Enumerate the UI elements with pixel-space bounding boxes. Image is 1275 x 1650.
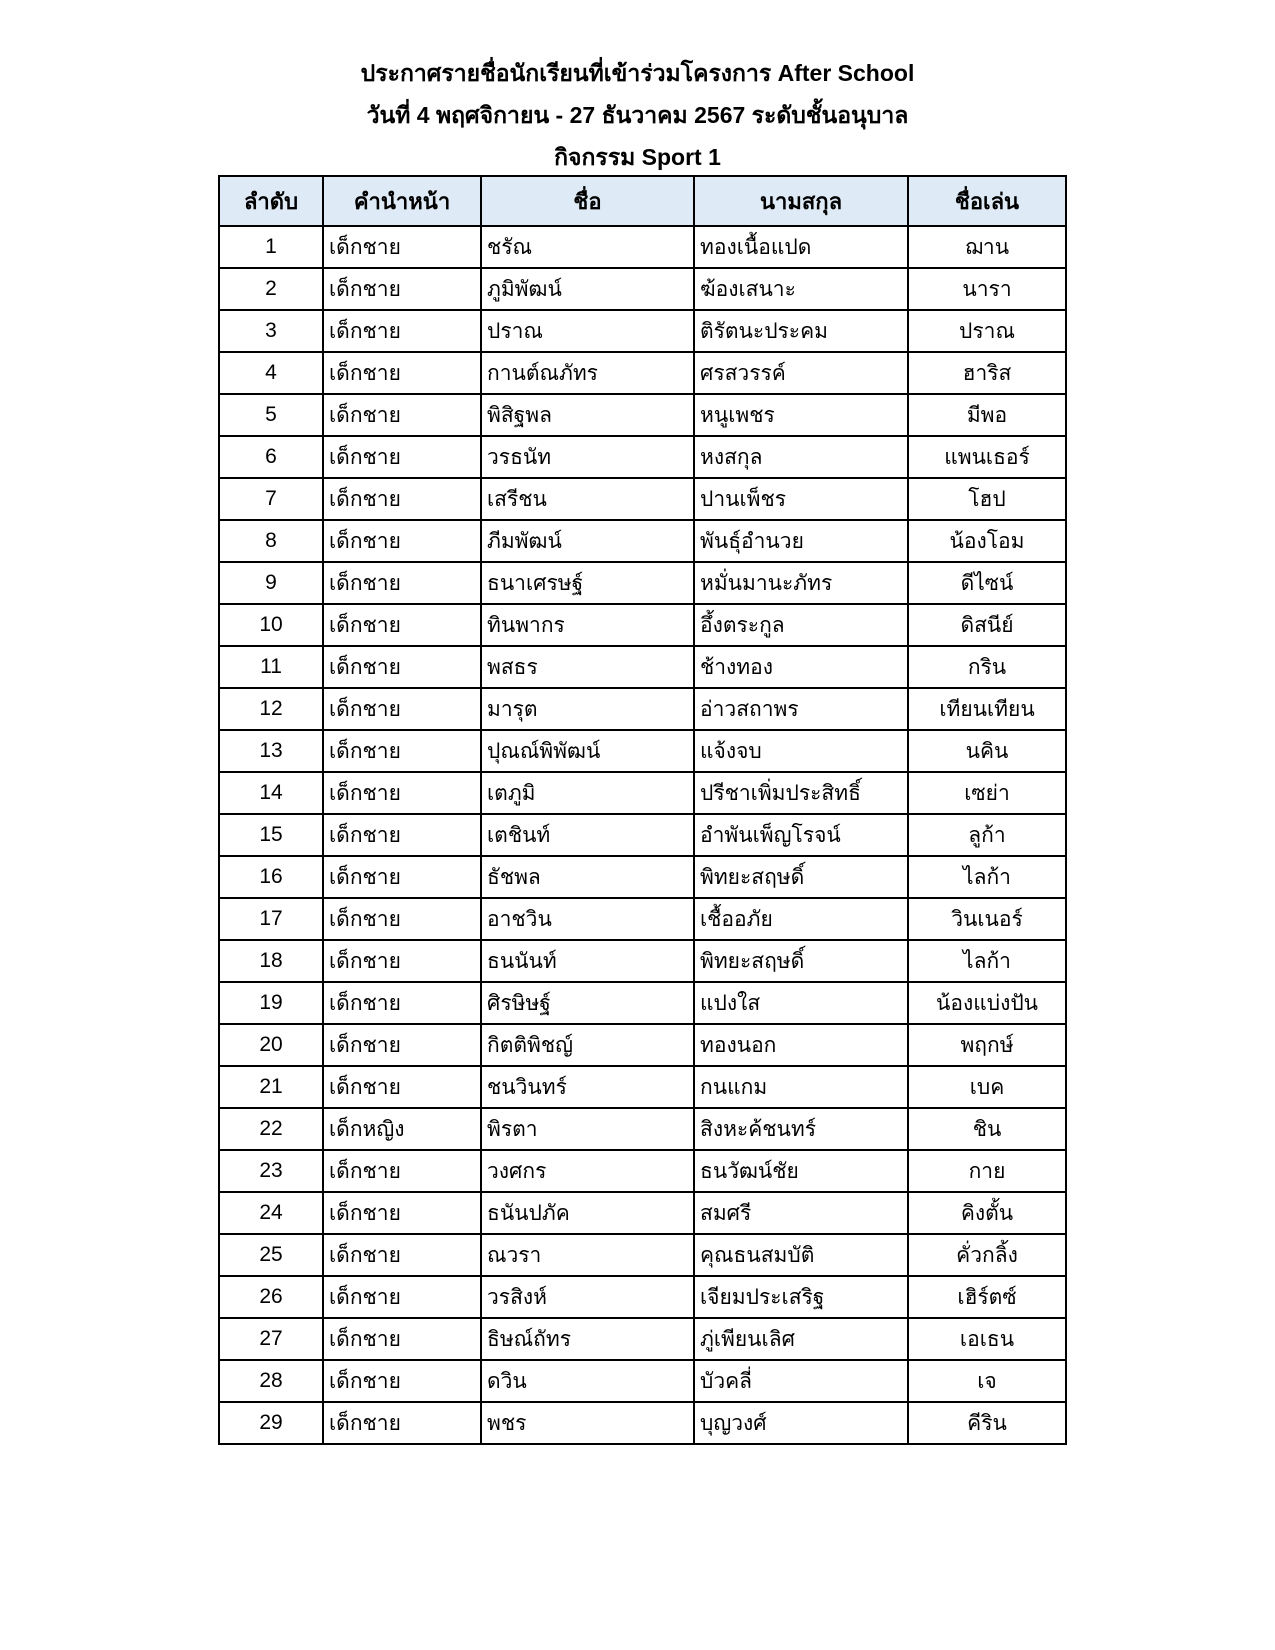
cell-no: 15 [219,814,323,856]
cell-prefix: เด็กชาย [323,646,481,688]
table-row [219,1360,1066,1402]
cell-nickname: คิงตั้น [908,1192,1066,1234]
cell-nickname: กริน [908,646,1066,688]
table-row [219,1192,1066,1234]
cell-nickname: เบค [908,1066,1066,1108]
cell-nickname: กาย [908,1150,1066,1192]
cell-last-name: ทองเนื้อแปด [694,226,908,268]
cell-last-name: ฆ้องเสนาะ [694,268,908,310]
cell-no: 8 [219,520,323,562]
document-title-line2: วันที่ 4 พฤศจิกายน - 27 ธันวาคม 2567 ระดับชั้นอนุบาล [366,102,909,128]
cell-nickname: วินเนอร์ [908,898,1066,940]
cell-no: 27 [219,1318,323,1360]
cell-last-name: พิทยะสฤษดิ์ [694,856,908,898]
cell-prefix: เด็กชาย [323,1066,481,1108]
cell-prefix: เด็กชาย [323,1402,481,1444]
cell-prefix: เด็กชาย [323,1150,481,1192]
cell-first-name: อาชวิน [481,898,694,940]
cell-prefix: เด็กชาย [323,604,481,646]
cell-last-name: ภู่เพียนเลิศ [694,1318,908,1360]
cell-prefix: เด็กชาย [323,1192,481,1234]
cell-last-name: หมั่นมานะภัทร [694,562,908,604]
table-row [219,1234,1066,1276]
student-table [218,175,1067,1445]
cell-prefix: เด็กชาย [323,268,481,310]
cell-nickname: เซย่า [908,772,1066,814]
student-table-body [219,226,1066,1444]
cell-first-name: ชรัณ [481,226,694,268]
table-row [219,814,1066,856]
cell-first-name: ปุณณ์พิพัฒน์ [481,730,694,772]
cell-no: 6 [219,436,323,478]
cell-nickname: นารา [908,268,1066,310]
cell-first-name: เตชินท์ [481,814,694,856]
cell-last-name: แจ้งจบ [694,730,908,772]
table-row [219,436,1066,478]
cell-no: 10 [219,604,323,646]
cell-prefix: เด็กชาย [323,394,481,436]
cell-last-name: บัวคลี่ [694,1360,908,1402]
cell-last-name: หงสกุล [694,436,908,478]
cell-last-name: บุญวงศ์ [694,1402,908,1444]
cell-no: 7 [219,478,323,520]
cell-nickname: ฮาริส [908,352,1066,394]
table-row [219,1066,1066,1108]
cell-prefix: เด็กชาย [323,478,481,520]
cell-last-name: อึ้งตระกูล [694,604,908,646]
cell-nickname: ไลก้า [908,856,1066,898]
cell-last-name: ติรัตนะประคม [694,310,908,352]
cell-last-name: กนแกม [694,1066,908,1108]
cell-last-name: ธนวัฒน์ชัย [694,1150,908,1192]
cell-no: 21 [219,1066,323,1108]
cell-first-name: ธัชพล [481,856,694,898]
cell-prefix: เด็กชาย [323,688,481,730]
cell-first-name: เสรีชน [481,478,694,520]
cell-no: 11 [219,646,323,688]
cell-no: 25 [219,1234,323,1276]
cell-no: 12 [219,688,323,730]
cell-first-name: ศิรษิษฐ์ [481,982,694,1024]
cell-prefix: เด็กชาย [323,562,481,604]
table-row [219,1024,1066,1066]
document-title-line1: ประกาศรายชื่อนักเรียนที่เข้าร่วมโครงการ After School [360,60,915,86]
cell-first-name: ธนนันท์ [481,940,694,982]
cell-first-name: ดวิน [481,1360,694,1402]
cell-prefix: เด็กชาย [323,982,481,1024]
cell-prefix: เด็กหญิง [323,1108,481,1150]
cell-nickname: น้องโอม [908,520,1066,562]
cell-nickname: ลูก้า [908,814,1066,856]
cell-no: 2 [219,268,323,310]
cell-nickname: นคิน [908,730,1066,772]
header-cell-last-name: นามสกุล [694,176,908,226]
cell-first-name: เตภูมิ [481,772,694,814]
cell-prefix: เด็กชาย [323,520,481,562]
cell-last-name: ปานเพ็ชร [694,478,908,520]
cell-first-name: ชนวินทร์ [481,1066,694,1108]
cell-prefix: เด็กชาย [323,940,481,982]
table-row [219,268,1066,310]
cell-first-name: ณวรา [481,1234,694,1276]
cell-no: 1 [219,226,323,268]
table-row [219,982,1066,1024]
cell-no: 22 [219,1108,323,1150]
cell-first-name: พสธร [481,646,694,688]
activity-title: กิจกรรม Sport 1 [554,144,721,170]
table-row [219,772,1066,814]
cell-prefix: เด็กชาย [323,226,481,268]
cell-first-name: พิสิฐพล [481,394,694,436]
cell-nickname: เจ [908,1360,1066,1402]
cell-prefix: เด็กชาย [323,898,481,940]
cell-prefix: เด็กชาย [323,1234,481,1276]
table-row [219,730,1066,772]
header-cell-prefix: คำนำหน้า [323,176,481,226]
cell-no: 16 [219,856,323,898]
cell-nickname: แพนเธอร์ [908,436,1066,478]
cell-first-name: พิรตา [481,1108,694,1150]
cell-first-name: ภูมิพัฒน์ [481,268,694,310]
table-row [219,520,1066,562]
table-row [219,898,1066,940]
table-row [219,604,1066,646]
cell-last-name: เจียมประเสริฐ [694,1276,908,1318]
table-row [219,352,1066,394]
cell-prefix: เด็กชาย [323,814,481,856]
cell-prefix: เด็กชาย [323,856,481,898]
cell-no: 20 [219,1024,323,1066]
cell-nickname: ปราณ [908,310,1066,352]
cell-prefix: เด็กชาย [323,772,481,814]
cell-last-name: คุณธนสมบัติ [694,1234,908,1276]
cell-first-name: ธิษณ์ถัทร [481,1318,694,1360]
cell-last-name: ศรสวรรค์ [694,352,908,394]
cell-first-name: ทินพากร [481,604,694,646]
cell-nickname: ชิน [908,1108,1066,1150]
cell-no: 4 [219,352,323,394]
cell-last-name: ปรีชาเพิ่มประสิทธิ์ [694,772,908,814]
cell-first-name: พชร [481,1402,694,1444]
cell-nickname: เทียนเทียน [908,688,1066,730]
header-cell-nickname: ชื่อเล่น [908,176,1066,226]
cell-no: 23 [219,1150,323,1192]
cell-no: 19 [219,982,323,1024]
cell-first-name: วรสิงห์ [481,1276,694,1318]
table-row [219,1108,1066,1150]
cell-no: 5 [219,394,323,436]
table-row [219,562,1066,604]
cell-prefix: เด็กชาย [323,352,481,394]
document-header [0,0,1275,178]
cell-first-name: วงศกร [481,1150,694,1192]
cell-prefix: เด็กชาย [323,730,481,772]
cell-nickname: คั่วกลิ้ง [908,1234,1066,1276]
cell-no: 18 [219,940,323,982]
cell-nickname: คีริน [908,1402,1066,1444]
cell-no: 13 [219,730,323,772]
table-row [219,856,1066,898]
table-row [219,688,1066,730]
cell-no: 14 [219,772,323,814]
cell-nickname: ไลก้า [908,940,1066,982]
cell-no: 17 [219,898,323,940]
table-row [219,1276,1066,1318]
cell-last-name: สมศรี [694,1192,908,1234]
cell-last-name: พิทยะสฤษดิ์ [694,940,908,982]
cell-last-name: อ่าวสถาพร [694,688,908,730]
cell-last-name: ช้างทอง [694,646,908,688]
cell-nickname: น้องแบ่งปัน [908,982,1066,1024]
cell-first-name: วรธนัท [481,436,694,478]
cell-no: 24 [219,1192,323,1234]
table-row [219,478,1066,520]
student-table-header [219,176,1066,226]
cell-nickname: ฌาน [908,226,1066,268]
cell-last-name: ทองนอก [694,1024,908,1066]
table-row [219,1318,1066,1360]
cell-nickname: โฮป [908,478,1066,520]
table-row [219,646,1066,688]
cell-nickname: เฮิร์ตซ์ [908,1276,1066,1318]
table-row [219,310,1066,352]
cell-nickname: เอเธน [908,1318,1066,1360]
cell-first-name: ภีมพัฒน์ [481,520,694,562]
header-cell-no: ลำดับ [219,176,323,226]
cell-prefix: เด็กชาย [323,1318,481,1360]
table-row [219,1402,1066,1444]
cell-first-name: ธนันปภัค [481,1192,694,1234]
cell-no: 29 [219,1402,323,1444]
cell-nickname: ดีไซน์ [908,562,1066,604]
cell-prefix: เด็กชาย [323,1276,481,1318]
cell-last-name: สิงหะค้ชนทร์ [694,1108,908,1150]
cell-last-name: หนูเพชร [694,394,908,436]
cell-prefix: เด็กชาย [323,310,481,352]
table-row [219,940,1066,982]
cell-last-name: พันธุ์อำนวย [694,520,908,562]
cell-no: 3 [219,310,323,352]
header-cell-first-name: ชื่อ [481,176,694,226]
cell-prefix: เด็กชาย [323,436,481,478]
cell-last-name: แปงใส [694,982,908,1024]
cell-first-name: ธนาเศรษฐ์ [481,562,694,604]
header-row [219,176,1066,226]
table-row [219,226,1066,268]
cell-prefix: เด็กชาย [323,1360,481,1402]
cell-last-name: เชื้ออภัย [694,898,908,940]
cell-no: 9 [219,562,323,604]
cell-no: 26 [219,1276,323,1318]
cell-nickname: พฤกษ์ [908,1024,1066,1066]
cell-nickname: มีพอ [908,394,1066,436]
table-row [219,394,1066,436]
cell-last-name: อำพันเพ็ญโรจน์ [694,814,908,856]
table-row [219,1150,1066,1192]
cell-first-name: กิตติพิชญ์ [481,1024,694,1066]
cell-nickname: ดิสนีย์ [908,604,1066,646]
cell-no: 28 [219,1360,323,1402]
cell-first-name: กานต์ณภัทร [481,352,694,394]
cell-first-name: ปราณ [481,310,694,352]
cell-first-name: มารุต [481,688,694,730]
cell-prefix: เด็กชาย [323,1024,481,1066]
